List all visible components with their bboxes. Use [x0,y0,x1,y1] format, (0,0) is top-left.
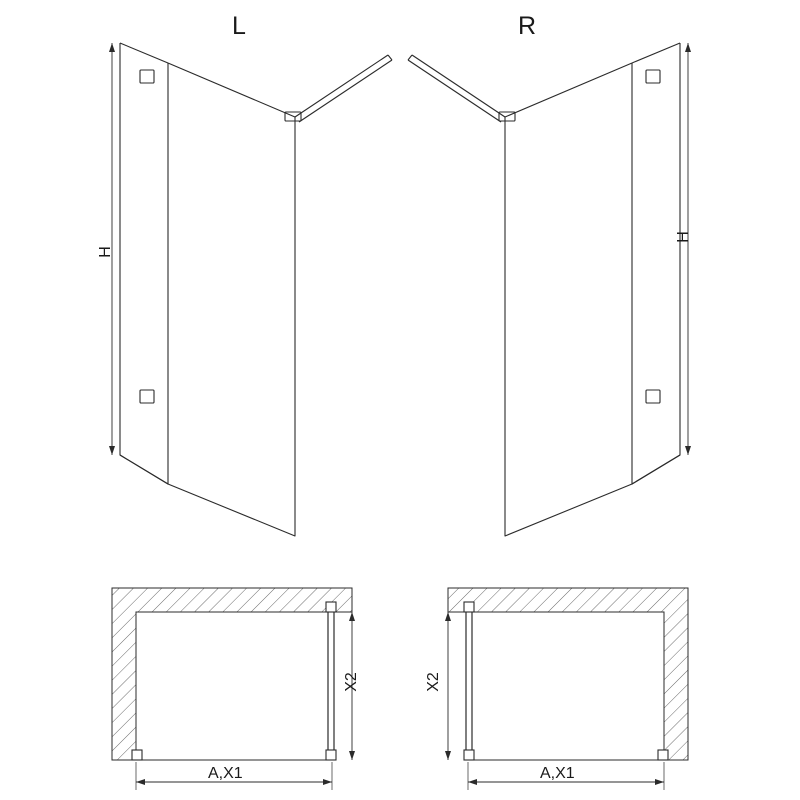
depth-dimension-label-right: X2 [425,672,442,692]
variant-label-left: L [232,12,247,40]
elevation-left [109,43,392,536]
plan-right [445,588,688,790]
width-dimension-label-left: A,X1 [208,765,243,782]
plan-left [112,588,355,790]
height-dimension-label-left: H [97,246,114,258]
elevation-right [408,43,691,536]
depth-dimension-label-left: X2 [343,672,360,692]
height-dimension-label-right: H [675,231,692,243]
width-dimension-label-right: A,X1 [540,765,575,782]
variant-label-right: R [518,12,537,40]
